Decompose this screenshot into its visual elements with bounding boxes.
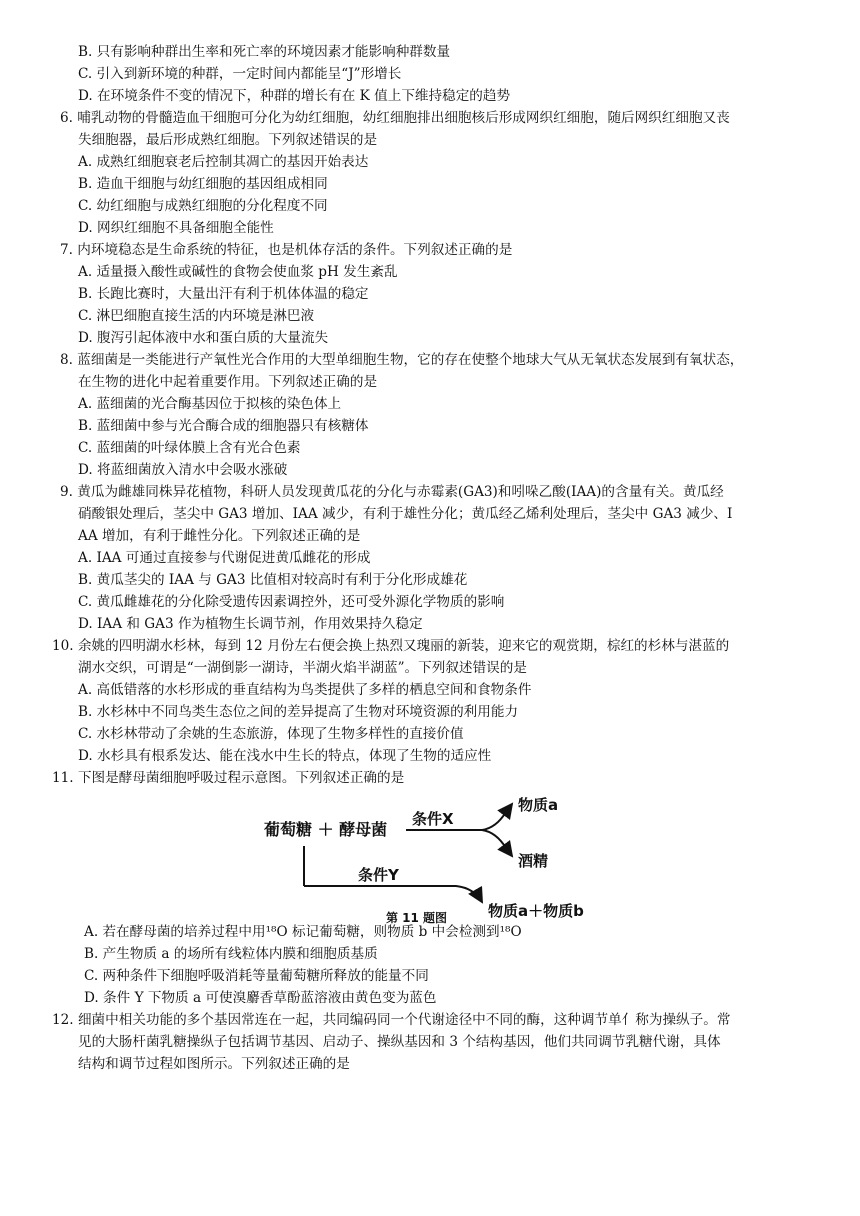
condition-y-arrow <box>304 886 482 902</box>
text-line: 湖水交织，可谓是“一湖倒影一湖诗，半湖火焰半湖蓝”。下列叙述错误的是 <box>78 660 527 676</box>
text-line: A. 高低错落的水杉形成的垂直结构为鸟类提供了多样的栖息空间和食物条件 <box>78 682 532 698</box>
condition-y-label: 条件Y <box>358 866 399 884</box>
text-line: D. 条件 Y 下物质 a 可使溴麝香草酚蓝溶液由黄色变为蓝色 <box>84 990 437 1006</box>
text-line: 11. 下图是酵母菌细胞呼吸过程示意图。下列叙述正确的是 <box>52 770 405 786</box>
text-line: 硝酸银处理后，茎尖中 GA3 增加、IAA 减少，有利于雄性分化；黄瓜经乙烯利处理后，茎尖中 GA3 减少、I <box>78 506 733 522</box>
text-line: D. IAA 和 GA3 作为植物生长调节剂，作用效果持久稳定 <box>78 616 423 632</box>
text-line: AA 增加，有利于雌性分化。下列叙述正确的是 <box>78 528 361 544</box>
text-line: 见的大肠杆菌乳糖操纵子包括调节基因、启动子、操纵基因和 3 个结构基因，他们共同调节乳糖代谢，具体 <box>78 1034 721 1050</box>
text-line: D. 在环境条件不变的情况下，种群的增长有在 K 值上下维持稳定的趋势 <box>78 88 511 104</box>
reactants-label: 葡萄糖 ＋ 酵母菌 <box>264 820 388 839</box>
text-line: 6. 哺乳动物的骨髓造血干细胞可分化为幼红细胞，幼红细胞排出细胞核后形成网织红细胞，随后网织红细胞又丧 <box>60 110 730 126</box>
yeast-respiration-diagram <box>260 790 600 930</box>
text-line: 7. 内环境稳态是生命系统的特征，也是机体存活的条件。下列叙述正确的是 <box>60 242 513 258</box>
diagram-caption: 第 11 题图 <box>386 911 448 925</box>
text-line: C. 引入到新环境的种群，一定时间内都能呈“J”形增长 <box>78 66 402 82</box>
text-line: B. 黄瓜茎尖的 IAA 与 GA3 比值相对较高时有利于分化形成雄花 <box>78 572 468 588</box>
branch-up-arrow <box>482 804 512 830</box>
branch-down-arrow <box>482 830 512 856</box>
text-line: 失细胞器，最后形成熟红细胞。下列叙述错误的是 <box>78 132 378 148</box>
text-line: B. 只有影响种群出生率和死亡率的环境因素才能影响种群数量 <box>78 44 451 60</box>
text-line: D. 网织红细胞不具备细胞全能性 <box>78 220 274 236</box>
text-line: A. IAA 可通过直接参与代谢促进黄瓜雌花的形成 <box>78 550 371 566</box>
text-line: B. 水杉林中不同鸟类生态位之间的差异提高了生物对环境资源的利用能力 <box>78 704 519 720</box>
text-line: B. 蓝细菌中参与光合酶合成的细胞器只有核糖体 <box>78 418 369 434</box>
text-line: D. 腹泻引起体液中水和蛋白质的大量流失 <box>78 330 329 346</box>
text-line: B. 长跑比赛时，大量出汗有利于机体体温的稳定 <box>78 286 369 302</box>
text-line: D. 水杉具有根系发达、能在浅水中生长的特点，体现了生物的适应性 <box>78 748 492 764</box>
text-line: 结构和调节过程如图所示。下列叙述正确的是 <box>78 1056 350 1072</box>
text-line: A. 若在酵母菌的培养过程中用¹⁸O 标记葡萄糖，则物质 b 中会检测到¹⁸O <box>84 924 522 940</box>
text-line: C. 两种条件下细胞呼吸消耗等量葡萄糖所释放的能量不同 <box>84 968 429 984</box>
condition-x-label: 条件X <box>412 810 454 828</box>
text-line: B. 造血干细胞与幼红细胞的基因组成相同 <box>78 176 328 192</box>
text-line: C. 水杉林带动了余姚的生态旅游，体现了生物多样性的直接价值 <box>78 726 464 742</box>
text-line: C. 淋巴细胞直接生活的内环境是淋巴液 <box>78 308 315 324</box>
text-line: 12. 细菌中相关功能的多个基因常连在一起，共同编码同一个代谢途径中不同的酶，这种调节单亻称为操纵子。常 <box>52 1012 731 1028</box>
text-line: 8. 蓝细菌是一类能进行产氧性光合作用的大型单细胞生物，它的存在使整个地球大气从无氧状态发展到有氧状态， <box>60 352 744 368</box>
text-line: A. 成熟红细胞衰老后控制其凋亡的基因开始表达 <box>78 154 369 170</box>
text-line: A. 适量摄入酸性或碱性的食物会使血浆 pH 发生紊乱 <box>78 264 398 280</box>
alcohol-label: 酒精 <box>518 852 549 870</box>
product-a-label: 物质a <box>518 796 559 814</box>
text-line: D. 将蓝细菌放入清水中会吸水涨破 <box>78 462 288 478</box>
text-line: C. 蓝细菌的叶绿体膜上含有光合色素 <box>78 440 301 456</box>
text-line: 9. 黄瓜为雌雄同株异花植物，科研人员发现黄瓜花的分化与赤霉素(GA3)和吲哚乙酸(IAA)的含量有关。黄瓜经 <box>60 484 724 500</box>
text-line: 在生物的进化中起着重要作用。下列叙述正确的是 <box>78 374 378 390</box>
text-line: B. 产生物质 a 的场所有线粒体内膜和细胞质基质 <box>84 946 378 962</box>
text-line: A. 蓝细菌的光合酶基因位于拟核的染色体上 <box>78 396 342 412</box>
product-ab-label: 物质a＋物质b <box>488 902 584 920</box>
text-line: 10. 余姚的四明湖水杉林，每到 12 月份左右便会换上热烈又瑰丽的新装，迎来它的观赏期，棕红的杉林与湛蓝的 <box>52 638 730 654</box>
text-line: C. 黄瓜雌雄花的分化除受遗传因素调控外，还可受外源化学物质的影响 <box>78 594 505 610</box>
text-line: C. 幼红细胞与成熟红细胞的分化程度不同 <box>78 198 328 214</box>
